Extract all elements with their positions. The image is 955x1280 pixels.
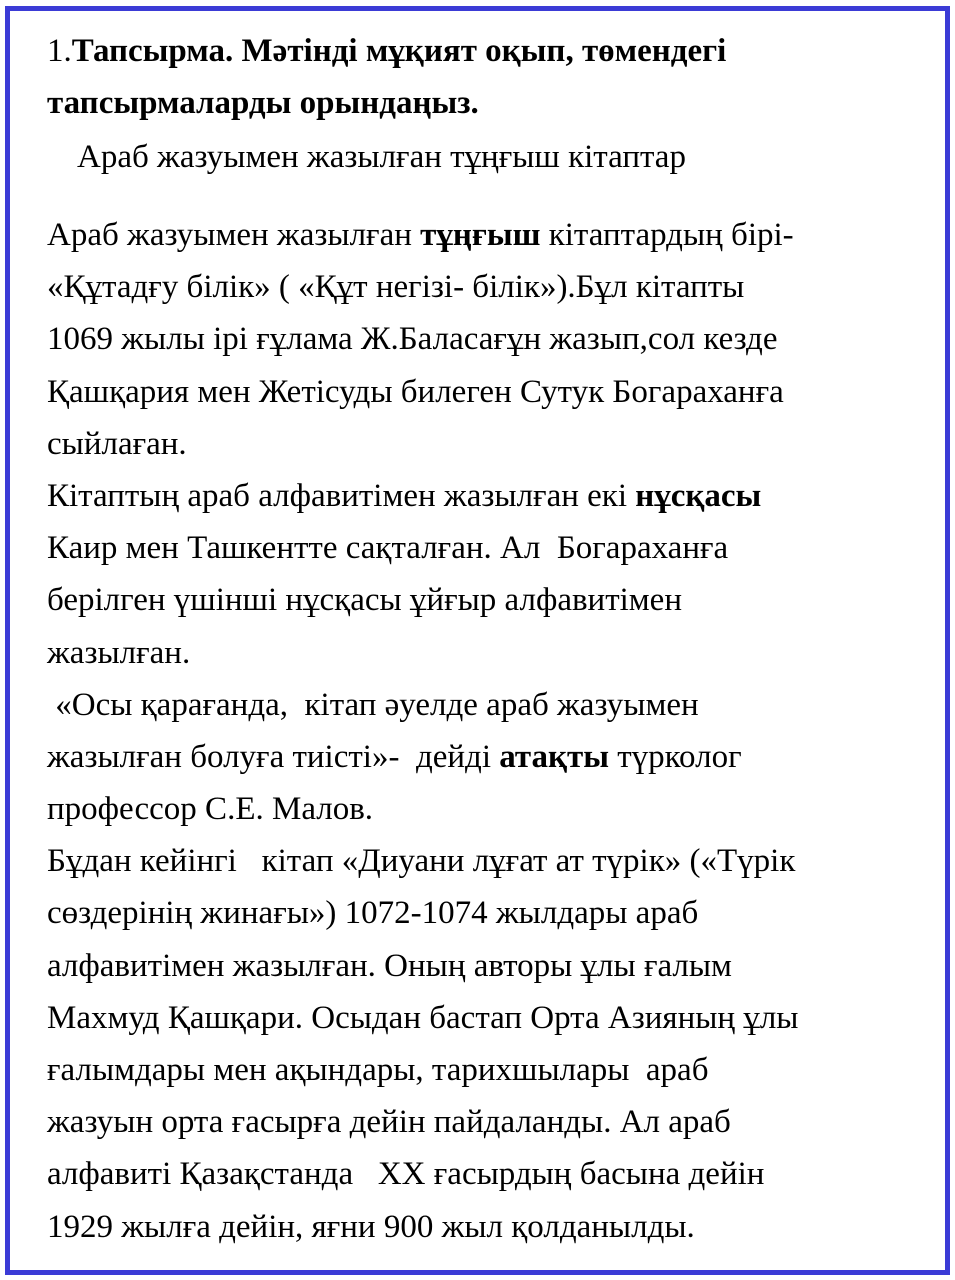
- text-line: Кітаптың араб алфавитімен жазылған екі нұсқасы: [47, 477, 762, 514]
- text-title: Араб жазуымен жазылған тұңғыш кітаптар: [77, 139, 686, 175]
- task-heading: [47, 25, 942, 129]
- text-line: жазылған болуға тиісті»- дейді атақты түрколог: [47, 738, 742, 775]
- document-content: [47, 25, 942, 1253]
- text-line: профессор С.Е. Малов.: [47, 791, 374, 828]
- text-line: Махмуд Қашқари. Осыдан бастап Орта Азияның ұлы: [47, 999, 799, 1036]
- text-line: сөздерінің жинағы») 1072-1074 жылдары араб: [47, 895, 699, 932]
- text-body: [47, 209, 942, 1253]
- text-line: «Осы қарағанда, кітап әуелде араб жазуымен: [47, 686, 699, 723]
- text-line: жазуын орта ғасырға дейін пайдаланды. Ал араб: [47, 1104, 731, 1141]
- text-line: жазылған.: [47, 634, 191, 671]
- text-line: сыйлаған.: [47, 425, 187, 462]
- task-text-line2: тапсырмаларды орындаңыз.: [47, 85, 479, 121]
- text-line: ғалымдары мен ақындары, тарихшылары араб: [47, 1052, 709, 1088]
- text-line: Араб жазуымен жазылған тұңғыш кітаптардың бірі-: [47, 217, 794, 253]
- document-frame: [5, 6, 950, 1275]
- text-line: Бұдан кейінгі кітап «Диуани лұғат ат түрік» («Түрік: [47, 843, 796, 880]
- text-line: 1929 жылға дейін, яғни 900 жыл қолданылды.: [47, 1208, 695, 1245]
- text-line: алфавиті Қазақстанда XX ғасырдың басына дейін: [47, 1156, 765, 1193]
- text-line: 1069 жылы ірі ғұлама Ж.Баласағұн жазып,сол кезде: [47, 321, 778, 358]
- text-line: «Құтадғу білік» ( «Құт негізі- білік»).Бұл кітапты: [47, 269, 745, 306]
- text-line: Қашқария мен Жетісуды билеген Сутук Богараханға: [47, 373, 784, 410]
- text-line: Каир мен Ташкентте сақталған. Ал Богараханға: [47, 530, 729, 567]
- task-number: 1.: [47, 33, 72, 69]
- text-line: алфавитімен жазылған. Оның авторы ұлы ғалым: [47, 947, 732, 984]
- text-line: берілген үшінші нұсқасы ұйғыр алфавитімен: [47, 582, 682, 619]
- task-text-line1: Тапсырма. Мәтінді мұқият оқып, төмендегі: [71, 33, 727, 69]
